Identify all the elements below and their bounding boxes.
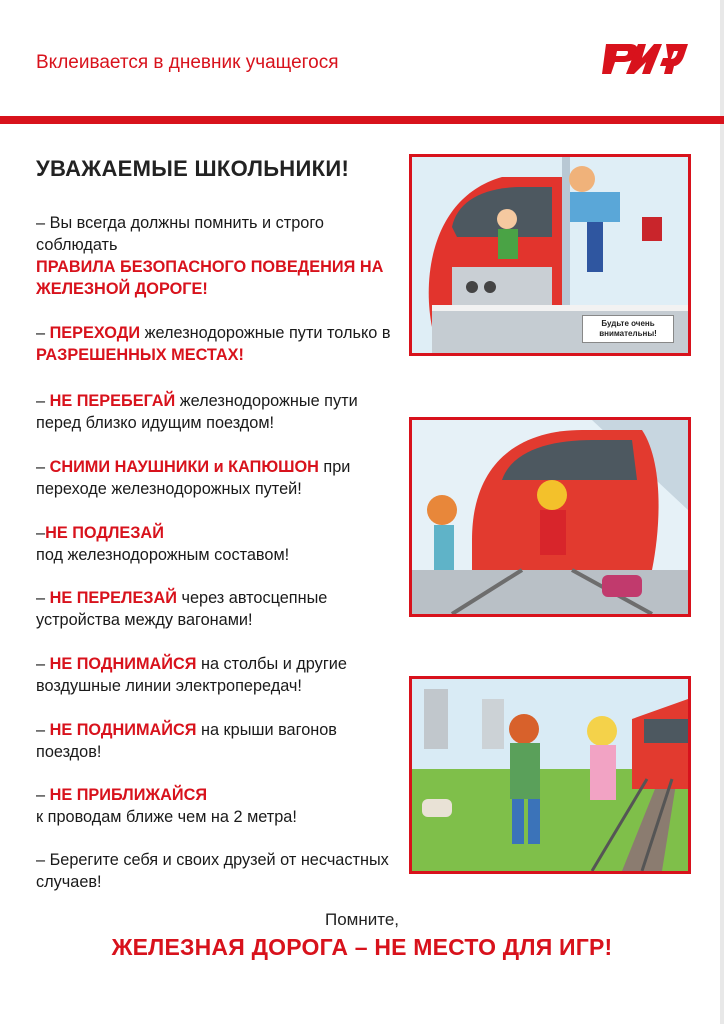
diary-note: Вклеивается в дневник учащегося bbox=[36, 52, 339, 73]
rule-text: – Вы всегда должны помнить и строго соблюдать bbox=[36, 214, 324, 254]
rule-text: под железнодорожным составом! bbox=[36, 546, 290, 564]
rule-8 bbox=[36, 719, 398, 763]
rule-text: – bbox=[36, 324, 50, 342]
illustration-walk bbox=[409, 676, 691, 874]
page-title: УВАЖАЕМЫЕ ШКОЛЬНИКИ! bbox=[36, 156, 350, 181]
rule-highlight: СНИМИ НАУШНИКИ и КАПЮШОН bbox=[49, 458, 319, 476]
rule-text: – bbox=[36, 458, 50, 476]
rule-4 bbox=[36, 456, 398, 500]
rule-text: через автосцепные устройства между вагонами! bbox=[36, 589, 328, 629]
rule-text: на столбы и другие воздушные линии электропередач! bbox=[36, 655, 347, 695]
warning-caption: Будьте очень внимательны! bbox=[582, 315, 674, 343]
rule-text: – bbox=[36, 392, 50, 410]
footer-slogan: ЖЕЛЕЗНАЯ ДОРОГА – НЕ МЕСТО ДЛЯ ИГР! bbox=[111, 934, 613, 960]
rule-6 bbox=[36, 587, 398, 631]
rule-text: – bbox=[36, 721, 50, 739]
rule-text: – bbox=[36, 786, 50, 804]
rule-10 bbox=[36, 849, 398, 893]
rule-1 bbox=[36, 212, 398, 300]
rule-highlight: НЕ ПРИБЛИЖАЙСЯ bbox=[49, 786, 208, 804]
rule-7 bbox=[36, 653, 398, 697]
rule-text: железнодорожные пути только в bbox=[140, 324, 391, 342]
rule-text: железнодорожные пути перед близко идущим поездом! bbox=[36, 392, 358, 432]
rule-text: – bbox=[36, 655, 50, 673]
rule-text: – bbox=[36, 589, 50, 607]
rule-highlight: РАЗРЕШЕННЫХ МЕСТАХ! bbox=[36, 346, 244, 364]
header-divider bbox=[0, 116, 724, 124]
kids-tracks-illustration bbox=[412, 420, 688, 614]
rule-9 bbox=[36, 784, 398, 828]
rule-5 bbox=[36, 522, 398, 566]
rule-highlight: НЕ ПЕРЕЛЕЗАЙ bbox=[49, 589, 177, 607]
rule-highlight: НЕ ПОДНИМАЙСЯ bbox=[49, 655, 197, 673]
rule-3 bbox=[36, 390, 398, 434]
rule-highlight: ПРАВИЛА БЕЗОПАСНОГО ПОВЕДЕНИЯ НА ЖЕЛЕЗНОЙ ДОРОГЕ! bbox=[36, 258, 384, 298]
rule-text: – bbox=[36, 524, 46, 542]
rule-text: на крыши вагонов поездов! bbox=[36, 721, 337, 761]
rzd-logo bbox=[600, 40, 690, 80]
illustration-tracks bbox=[409, 417, 691, 617]
rule-highlight: НЕ ПОДНИМАЙСЯ bbox=[49, 721, 197, 739]
rule-text: при переходе железнодорожных путей! bbox=[36, 458, 351, 498]
rule-highlight: НЕ ПОДЛЕЗАЙ bbox=[45, 524, 164, 542]
illustration-platform bbox=[409, 154, 691, 356]
rule-text: к проводам ближе чем на 2 метра! bbox=[36, 808, 297, 826]
rule-highlight: НЕ ПЕРЕБЕГАЙ bbox=[49, 392, 176, 410]
footer-remember: Помните, bbox=[324, 910, 400, 929]
rule-2 bbox=[36, 322, 398, 366]
page-edge bbox=[720, 0, 724, 1024]
kids-walking-illustration bbox=[412, 679, 688, 871]
rule-highlight: ПЕРЕХОДИ bbox=[49, 324, 141, 342]
rule-text: – Берегите себя и своих друзей от несчастных случаев! bbox=[36, 851, 389, 891]
